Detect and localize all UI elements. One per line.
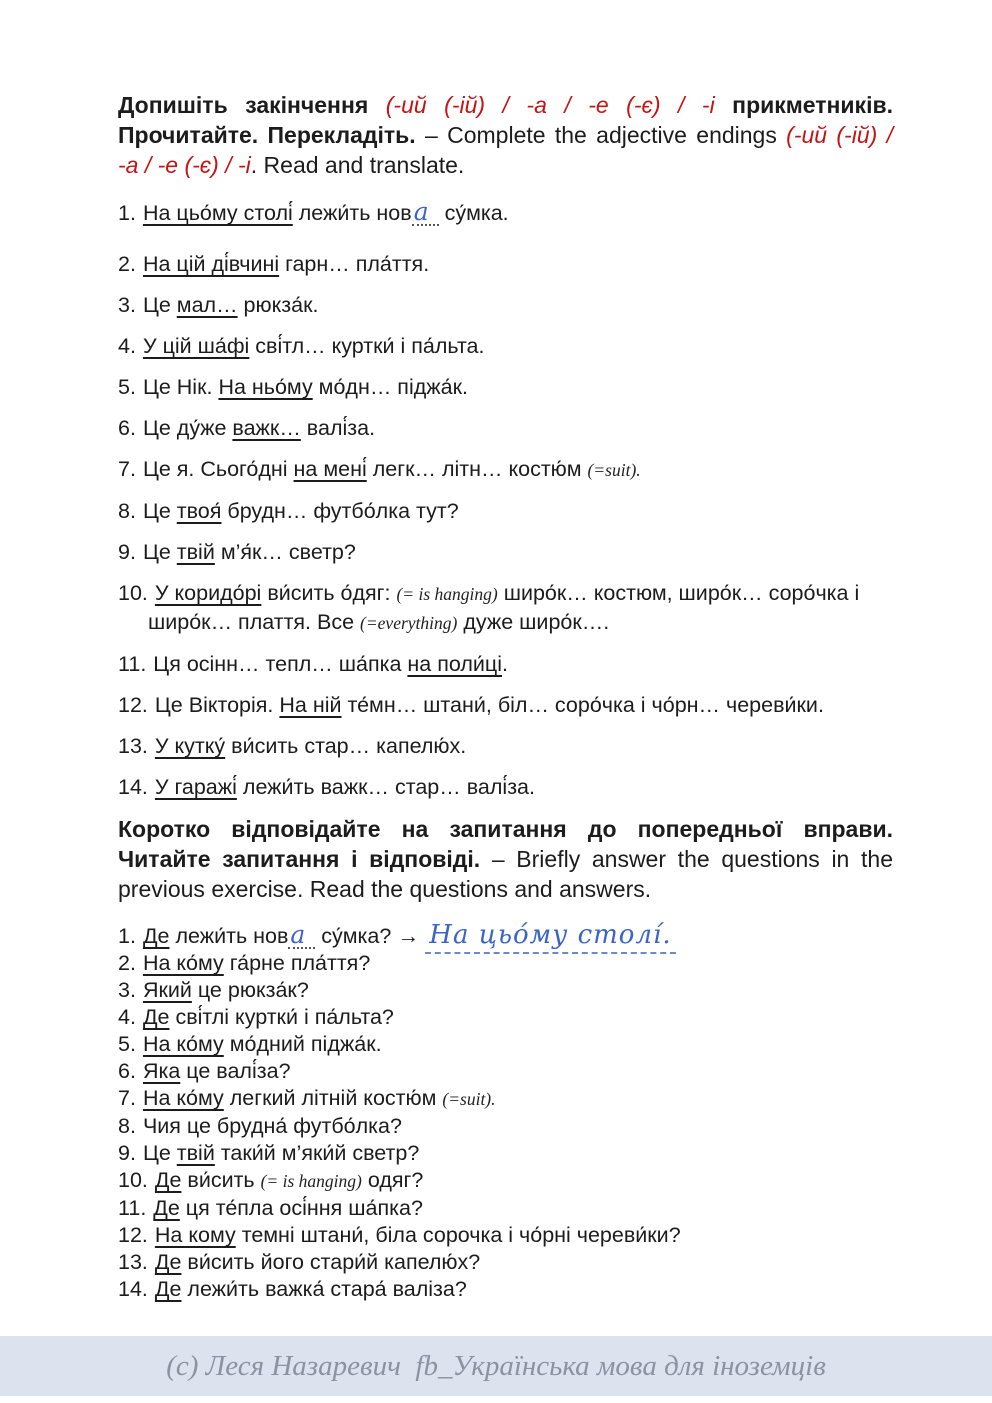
text-segment: брудн… футбо́лка тут? xyxy=(221,499,459,523)
underlined-text: На ній xyxy=(279,693,342,717)
item-number: 8. xyxy=(118,499,136,523)
footer-watermark xyxy=(0,1336,992,1396)
translation-note: (=suit). xyxy=(442,1089,496,1109)
list-item xyxy=(118,250,893,278)
list-item xyxy=(118,1004,893,1031)
text-segment: мо́дний піджа́к. xyxy=(223,1032,382,1056)
underlined-text: У гаражі́ xyxy=(154,775,237,799)
underlined-text: На цій ді́вчині xyxy=(142,252,280,276)
translation-note: (=everything) xyxy=(360,613,458,633)
item-number: 8. xyxy=(118,1114,136,1138)
list-item xyxy=(118,373,893,401)
list-item xyxy=(118,291,893,319)
text-segment: сві́тлі куртки́ і па́льта? xyxy=(169,1005,394,1029)
text-segment: . xyxy=(501,652,508,676)
handwritten-letter: а xyxy=(412,199,439,226)
text-segment: Коротко відповідайте на запитання до попередньої вправи. Читайте запитання і відповіді. xyxy=(118,816,893,872)
text-segment: Допишіть закінчення xyxy=(118,92,386,118)
text-segment: – Complete the adjective endings xyxy=(415,122,787,148)
list-item xyxy=(118,1249,893,1276)
list-item xyxy=(118,579,893,637)
item-number: 5. xyxy=(118,375,136,399)
item-number: 2. xyxy=(118,252,136,276)
list-item xyxy=(118,1276,893,1303)
page-content xyxy=(118,90,893,1303)
item-number: 10. xyxy=(118,581,148,605)
translation-note: (=suit). xyxy=(587,460,641,480)
text-segment: Ця осінн… тепл… ша́пка xyxy=(153,652,408,676)
underlined-text: На цьо́му столі́ xyxy=(142,201,293,225)
underlined-text: Де xyxy=(154,1277,182,1301)
text-segment: Це xyxy=(142,499,177,523)
adjective-endings: (-ий (-ій) / -а / -е (-є) / -і xyxy=(118,122,893,178)
underlined-text: твій xyxy=(176,1141,215,1165)
item-number: 12. xyxy=(118,693,148,717)
underlined-text: У цій ша́фі xyxy=(142,334,250,358)
text-segment: те́мн… штани́, біл… соро́чка і чо́рн… череви́ки. xyxy=(341,693,824,717)
text-segment: ви́сить о́дяг: xyxy=(261,581,397,605)
list-item xyxy=(118,1140,893,1167)
text-segment: легк… літн… костю́м xyxy=(366,457,588,481)
list-item xyxy=(118,538,893,566)
text-segment: сві́тл… куртки́ і па́льта. xyxy=(249,334,485,358)
text-segment: – Briefly answer the questions in the previous exercise. Read the questions and answers. xyxy=(118,846,893,902)
list-item xyxy=(118,414,893,442)
list-item xyxy=(118,950,893,977)
underlined-text: Де xyxy=(154,1168,182,1192)
text-segment: прикметників. Прочитайте. Перекладіть. xyxy=(118,92,893,148)
item-number: 12. xyxy=(118,1223,148,1247)
text-segment: одяг? xyxy=(361,1168,424,1192)
list-item xyxy=(118,1058,893,1085)
text-segment: Чия це брудна́ футбо́лка? xyxy=(142,1114,402,1138)
text-segment: валі́за. xyxy=(300,416,376,440)
underlined-text: На ко́му xyxy=(142,951,224,975)
text-segment: таки́й м’яки́й светр? xyxy=(214,1141,420,1165)
text-segment: широ́к… костюм, широ́к… соро́чка і широ́к… плаття. Все xyxy=(148,581,860,634)
underlined-text: У кутку́ xyxy=(154,734,226,758)
text-segment: ви́сить стар… капелю́х. xyxy=(225,734,467,758)
item-number: 6. xyxy=(118,416,136,440)
text-segment: м’я́к… светр? xyxy=(214,540,356,564)
item-number: 14. xyxy=(118,775,148,799)
copyright-text: (с) Леся Назаревич fb_Українська мова для іноземців xyxy=(166,1349,826,1382)
list-item xyxy=(118,773,893,801)
list-item xyxy=(118,497,893,525)
text-segment: Це xyxy=(142,1141,177,1165)
item-number: 9. xyxy=(118,1141,136,1165)
item-number: 7. xyxy=(118,1086,136,1110)
list-item xyxy=(118,732,893,760)
translation-note: (= is hanging) xyxy=(260,1171,362,1191)
item-number: 4. xyxy=(118,1005,136,1029)
text-segment: це валі́за? xyxy=(180,1059,291,1083)
underlined-text: Де xyxy=(142,1005,170,1029)
arrow-icon: → xyxy=(397,923,420,948)
exercise1-instruction xyxy=(118,90,893,180)
text-segment: це рюкза́к? xyxy=(191,978,309,1002)
item-number: 2. xyxy=(118,951,136,975)
list-item xyxy=(118,691,893,719)
underlined-text: Де xyxy=(154,1250,182,1274)
exercise2-instruction xyxy=(118,814,893,904)
text-segment: Це Нік. xyxy=(142,375,219,399)
underlined-text: На ко́му xyxy=(142,1032,224,1056)
underlined-text: На ньо́му xyxy=(218,375,313,399)
list-item xyxy=(118,977,893,1004)
item-number: 1. xyxy=(118,924,136,948)
text-segment: ви́сить xyxy=(181,1168,261,1192)
item-number: 13. xyxy=(118,1250,148,1274)
text-segment: лежи́ть важка́ стара́ валіза? xyxy=(181,1277,467,1301)
list-item xyxy=(118,922,893,950)
underlined-text: на мені́ xyxy=(293,457,367,481)
item-number: 11. xyxy=(118,652,147,676)
underlined-text: на поли́ці xyxy=(407,652,502,676)
underlined-text: У коридо́рі xyxy=(154,581,262,605)
handwritten-answer: На цьо́му столі́. xyxy=(425,920,675,954)
item-number: 1. xyxy=(118,201,136,225)
underlined-text: твоя́ xyxy=(176,499,222,523)
text-segment: ця те́пла осі́ння ша́пка? xyxy=(179,1196,423,1220)
item-number: 14. xyxy=(118,1277,148,1301)
text-segment: дуже широ́к…. xyxy=(457,610,610,634)
text-segment: темні штани́, біла сорочка і чо́рні череви́ки? xyxy=(235,1223,681,1247)
list-item xyxy=(118,455,893,484)
list-item xyxy=(118,199,893,227)
list-item xyxy=(118,1167,893,1195)
underlined-text: твій xyxy=(176,540,215,564)
text-segment: Це ду́же xyxy=(142,416,233,440)
text-segment: Це xyxy=(142,293,177,317)
text-segment: ви́сить його стари́й капелю́х? xyxy=(181,1250,481,1274)
item-number: 3. xyxy=(118,978,136,1002)
underlined-text: На ко́му xyxy=(142,1086,224,1110)
item-number: 4. xyxy=(118,334,136,358)
text-segment: гарн… пла́ття. xyxy=(279,252,430,276)
underlined-text: Який xyxy=(142,978,192,1002)
text-segment: Це я. Сього́дні xyxy=(142,457,294,481)
text-segment: лежи́ть нов xyxy=(169,924,289,948)
underlined-text: мал… xyxy=(176,293,238,317)
text-segment: легкий літній костю́м xyxy=(223,1086,443,1110)
item-number: 9. xyxy=(118,540,136,564)
exercise2-list xyxy=(118,922,893,1303)
underlined-text: Яка xyxy=(142,1059,181,1083)
item-number: 6. xyxy=(118,1059,136,1083)
underlined-text: Де xyxy=(142,924,170,948)
list-item xyxy=(118,332,893,360)
item-number: 7. xyxy=(118,457,136,481)
adjective-endings: (-ий (-ій) / -а / -е (-є) / -і xyxy=(385,92,733,118)
item-number: 13. xyxy=(118,734,148,758)
text-segment: га́рне пла́ття? xyxy=(223,951,371,975)
underlined-text: важк… xyxy=(232,416,301,440)
list-item xyxy=(118,1222,893,1249)
list-item xyxy=(118,1113,893,1140)
text-segment: лежи́ть важк… стар… валі́за. xyxy=(236,775,535,799)
text-segment: су́мка. xyxy=(438,201,509,225)
item-number: 5. xyxy=(118,1032,136,1056)
translation-note: (= is hanging) xyxy=(396,584,498,604)
text-segment: лежи́ть нов xyxy=(292,201,412,225)
handwritten-letter: а xyxy=(288,922,315,949)
list-item xyxy=(118,1031,893,1058)
text-segment: . Read and translate. xyxy=(250,152,465,178)
underlined-text: На кому xyxy=(154,1223,236,1247)
exercise1-list xyxy=(118,199,893,801)
item-number: 11. xyxy=(118,1196,147,1220)
list-item xyxy=(118,650,893,678)
text-segment: су́мка? xyxy=(315,924,398,948)
text-segment: мо́дн… піджа́к. xyxy=(312,375,468,399)
underlined-text: Де xyxy=(153,1196,180,1220)
text-segment: Це Вікторія. xyxy=(154,693,280,717)
item-number: 10. xyxy=(118,1168,148,1192)
list-item xyxy=(118,1085,893,1113)
text-segment: Це xyxy=(142,540,177,564)
item-number: 3. xyxy=(118,293,136,317)
text-segment: рюкза́к. xyxy=(237,293,319,317)
list-item xyxy=(118,1195,893,1222)
